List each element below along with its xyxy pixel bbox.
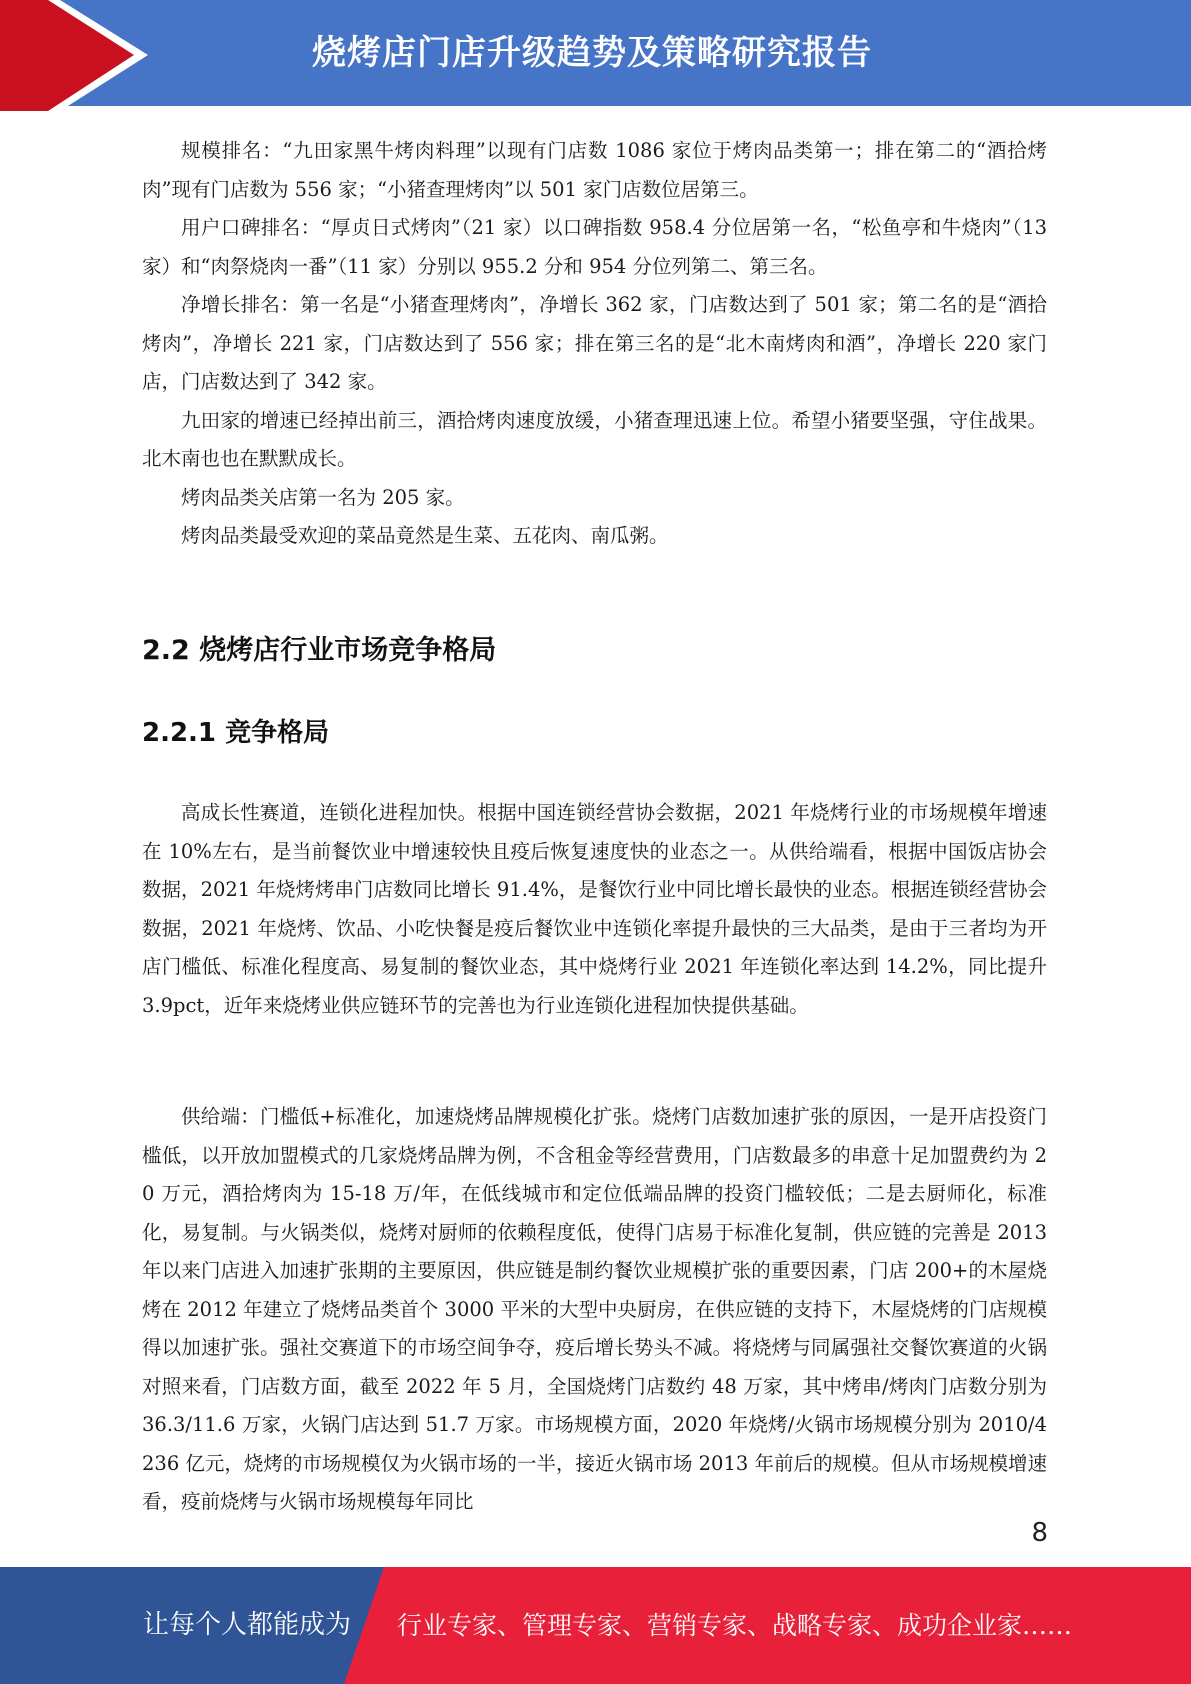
paragraph-popular-dishes: 烤肉品类最受欢迎的菜品竟然是生菜、五花肉、南瓜粥。 [181, 524, 669, 547]
paragraph-net-growth-ranking: 净增长排名：第一名是“小猪查理烤肉”，净增长 362 家，门店数达到了 501 家；第二名的是“酒拾烤肉”，净增长 221 家，门店数达到了 556 家；排在第三名的是“北木南烤肉和酒”，净增长 220 家门店，门店数达到了 342 家。 [142, 293, 1047, 393]
intro-section [142, 132, 1047, 556]
paragraph-growth-commentary: 九田家的增速已经掉出前三，酒拾烤肉速度放缓，小猪查理迅速上位。希望小猪要坚强，守住战果。北木南也也在默默成长。 [142, 408, 1047, 470]
footer-slogan-right: 行业专家、管理专家、营销专家、战略专家、成功企业家…… [397, 1611, 1073, 1640]
footer-slogan-left: 让每个人都能成为 [143, 1610, 352, 1640]
competition-paragraph-block [142, 794, 1047, 1025]
paragraph-scale-ranking: 规模排名：“九田家黑牛烤肉料理”以现有门店数 1086 家位于烤肉品类第一；排在第二的“酒拾烤肉”现有门店数为 556 家；“小猪查理烤肉”以 501 家门店数位居第三。 [142, 139, 1047, 201]
section-heading-2-2: 2.2 烧烤店行业市场竞争格局 [142, 635, 497, 666]
document-title: 烧烤店门店升级趋势及策略研究报告 [312, 33, 872, 73]
page-header [0, 0, 1191, 111]
page-number: 8 [1031, 1518, 1048, 1548]
supply-side-paragraph-block [142, 1098, 1047, 1522]
paragraph-high-growth-track: 高成长性赛道，连锁化进程加快。根据中国连锁经营协会数据，2021 年烧烤行业的市场规模年增速在 10%左右，是当前餐饮业中增速较快且疫后恢复速度快的业态之一。从供给端看，根据中国饭店协会数据，2021 年烧烤烤串门店数同比增长 91.4%，是餐饮行业中同比增长最快的业态。根据连锁经营协会数据，2021 年烧烤、饮品、小吃快餐是疫后餐饮业中连锁化率提升最快的三大品类，是由于三者均为开店门槛低、标准化程度高、易复制的餐饮业态，其中烧烤行业 2021 年连锁化率达到 14.2%，同比提升 3.9pct，近年来烧烤业供应链环节的完善也为行业连锁化进程加快提供基础。 [142, 801, 1047, 1017]
paragraph-reputation-ranking: 用户口碑排名：“厚贞日式烤肉”（21 家）以口碑指数 958.4 分位居第一名，“松鱼亭和牛烧肉”（13 家）和“肉祭烧肉一番”（11 家）分别以 955.2 分和 954 分位列第二、第三名。 [142, 216, 1047, 278]
paragraph-supply-side: 供给端：门槛低+标准化，加速烧烤品牌规模化扩张。烧烤门店数加速扩张的原因，一是开店投资门槛低，以开放加盟模式的几家烧烤品牌为例，不含租金等经营费用，门店数最多的串意十足加盟费约为 20 万元，酒拾烤肉为 15-18 万/年，在低线城市和定位低端品牌的投资门槛较低；二是去厨师化，标准化，易复制。与火锅类似，烧烤对厨师的依赖程度低，使得门店易于标准化复制，供应链的完善是 2013 年以来门店进入加速扩张期的主要原因，供应链是制约餐饮业规模扩张的重要因素，门店 200+的木屋烧烤在 2012 年建立了烧烤品类首个 3000 平米的大型中央厨房，在供应链的支持下，木屋烧烤的门店规模得以加速扩张。强社交赛道下的市场空间争夺，疫后增长势头不减。将烧烤与同属强社交餐饮赛道的火锅对照来看，门店数方面，截至 2022 年 5 月，全国烧烤门店数约 48 万家，其中烤串/烤肉门店数分别为 36.3/11.6 万家，火锅门店达到 51.7 万家。市场规模方面，2020 年烧烤/火锅市场规模分别为 2010/4236 亿元，烧烤的市场规模仅为火锅市场的一半，接近火锅市场 2013 年前后的规模。但从市场规模增速看，疫前烧烤与火锅市场规模每年同比 [142, 1105, 1047, 1513]
paragraph-closures: 烤肉品类关店第一名为 205 家。 [181, 485, 465, 509]
section-heading-2-2-1: 2.2.1 竞争格局 [142, 718, 330, 748]
page-footer [0, 1567, 1191, 1684]
